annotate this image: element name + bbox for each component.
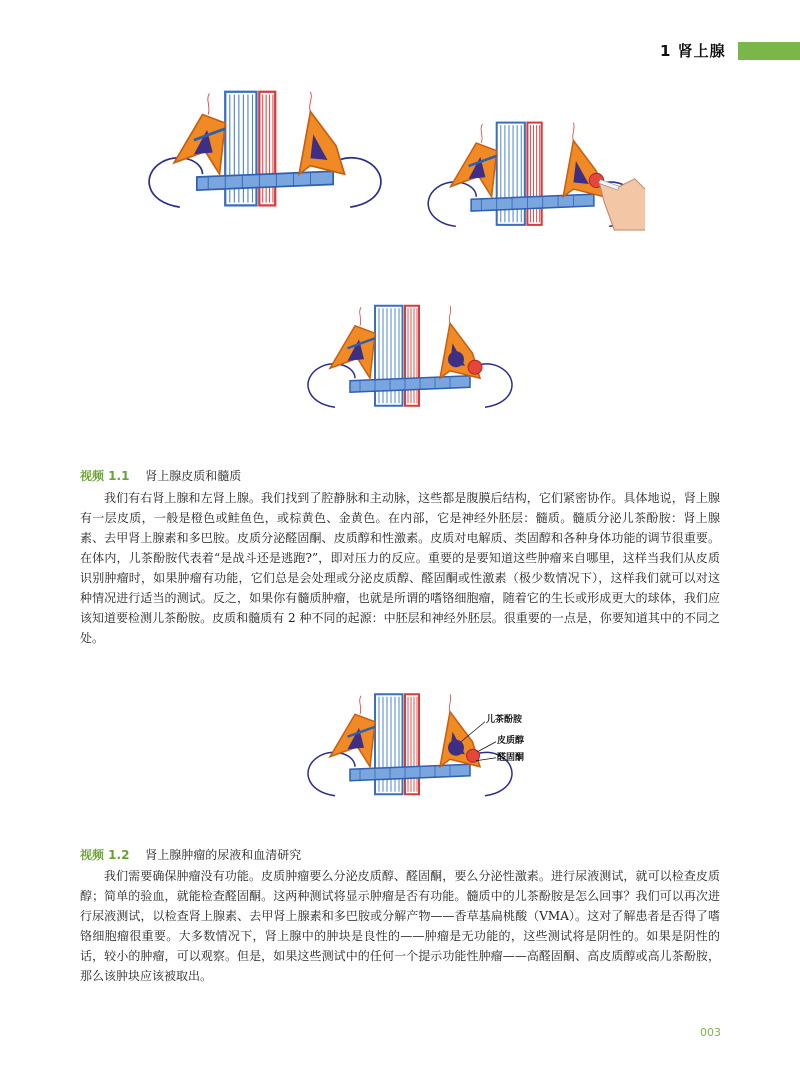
figure-caption-1-2	[80, 846, 301, 863]
figure-caption-1-1	[80, 467, 241, 484]
adrenal-drawing-annotated	[300, 668, 560, 823]
body-paragraph-2: 我们需要确保肿瘤没有功能。皮质肿瘤要么分泌皮质醇、醛固酮，要么分泌性激素。进行尿液测试，就可以检查皮质醇；简单的验血，就能检查醛固酮。这两种测试将显示肿瘤是否有功能。髓质中的儿茶酚胺是怎么回事？我们可以再次进行尿液测试，以检查肾上腺素、去甲肾上腺素和多巴胺或分解产物——香草基扁桃酸（VMA）。这对了解患者是否得了嗜铬细胞瘤很重要。大多数情况下，肾上腺中的肿块是良性的——肿瘤是无功能的，这些测试将是阴性的。如果是阴性的话，较小的肿瘤，可以观察。但是，如果这些测试中的任何一个提示功能性肿瘤——高醛固酮、高皮质醇或高儿茶酚胺，那么该肿块应该被取出。	[80, 869, 720, 983]
annotation-catecholamine: 儿茶酚胺	[486, 714, 523, 725]
drawing-hand	[599, 179, 645, 230]
annotation-cortisol: 皮质醇	[497, 735, 525, 746]
adrenal-drawing-3	[300, 262, 520, 452]
annotation-aldosterone: 醛固酮	[497, 752, 525, 763]
page-number: 003	[700, 1026, 721, 1039]
figure-label: 视频 1.2	[80, 848, 130, 862]
figure-label: 视频 1.1	[80, 469, 130, 483]
figure-caption-text: 肾上腺肿瘤的尿液和血清研究	[145, 848, 302, 862]
figure-caption-text: 肾上腺皮质和髓质	[145, 469, 242, 483]
adrenal-drawing-1	[140, 55, 390, 245]
adrenal-drawing-2	[420, 95, 645, 255]
cortical-tumor	[468, 360, 482, 374]
medullary-tumor	[448, 351, 464, 367]
body-paragraph-1: 我们有右肾上腺和左肾上腺。我们找到了腔静脉和主动脉，这些都是腹膜后结构，它们紧密协作。具体地说，肾上腺有一层皮质，一般是橙色或鲑鱼色，或棕黄色、金黄色。在内部，它是神经外胚层：髓质。髓质分泌儿茶酚胺：肾上腺素、去甲肾上腺素和多巴胺。皮质分泌醛固酮、皮质醇和性激素。皮质对电解质、类固醇和各种身体功能的调节很重要。在体内，儿茶酚胺代表着“是战斗还是逃跑?”，即对压力的反应。重要的是要知道这些肿瘤来自哪里，这样当我们从皮质识别肿瘤时，如果肿瘤有功能，它们总是会处理或分泌皮质醇、醛固酮或性激素（极少数情况下），这样我们就可以对这种情况进行适当的测试。反之，如果你有髓质肿瘤，也就是所谓的嗜铬细胞瘤，随着它的生长或形成更大的球体，我们应该知道要检测儿茶酚胺。皮质和髓质有 2 种不同的起源：中胚层和神经外胚层。很重要的一点是，你要知道其中的不同之处。	[80, 491, 720, 645]
chapter-accent-bar	[738, 42, 800, 60]
chapter-title: 1 肾上腺	[660, 42, 726, 60]
